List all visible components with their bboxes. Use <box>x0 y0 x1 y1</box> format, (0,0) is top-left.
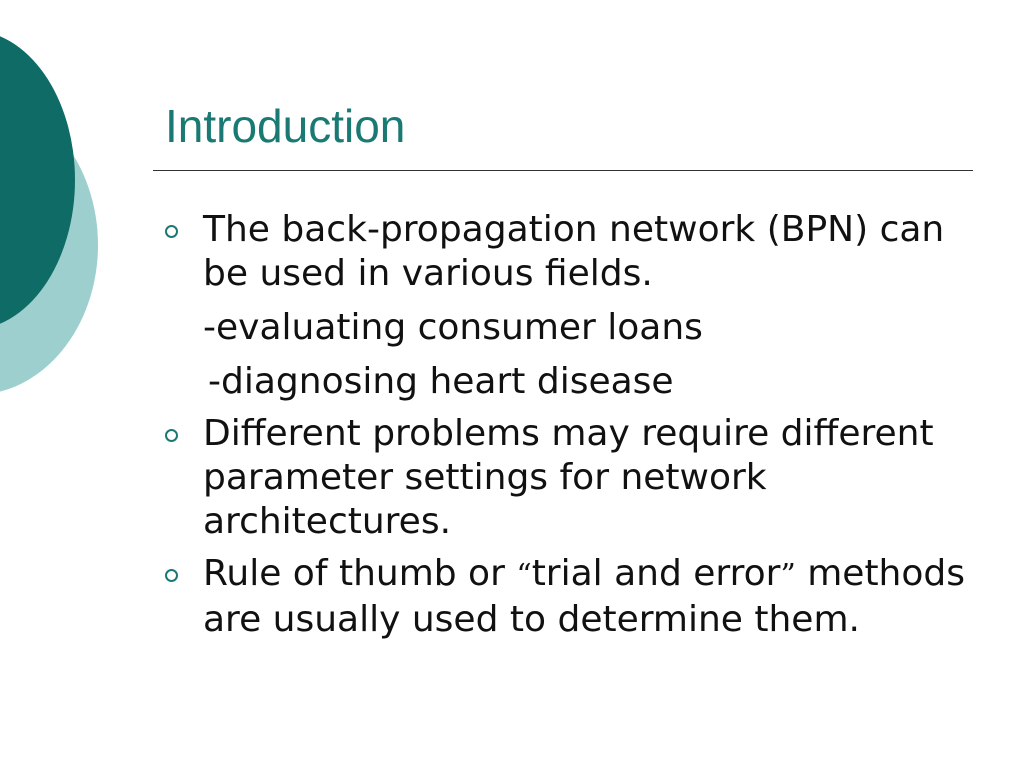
quoted-text: trial and error <box>531 553 781 594</box>
bullet-text: Different problems may require different parameter settings for network architectures. <box>203 413 934 542</box>
bullet-list <box>165 208 985 642</box>
title-divider <box>153 170 973 171</box>
close-quote: ” <box>780 558 796 593</box>
bullet-item <box>165 208 985 296</box>
sub-item: -diagnosing heart disease <box>208 361 674 402</box>
hollow-circle-bullet-icon <box>165 429 178 442</box>
hollow-circle-bullet-icon <box>165 569 178 582</box>
sub-item: -evaluating consumer loans <box>203 307 703 348</box>
hollow-circle-bullet-icon <box>165 225 178 238</box>
bullet-item <box>165 412 985 544</box>
slide-title: Introduction <box>165 100 406 152</box>
bullet-text: The back-propagation network (BPN) can be used in various fields. <box>203 209 945 294</box>
bullet-text-after-quote: methods are usually used to determine them. <box>203 553 966 640</box>
bullet-text-before-quote: Rule of thumb or <box>203 553 517 594</box>
bullet-item <box>165 552 985 642</box>
open-quote: “ <box>516 558 532 593</box>
